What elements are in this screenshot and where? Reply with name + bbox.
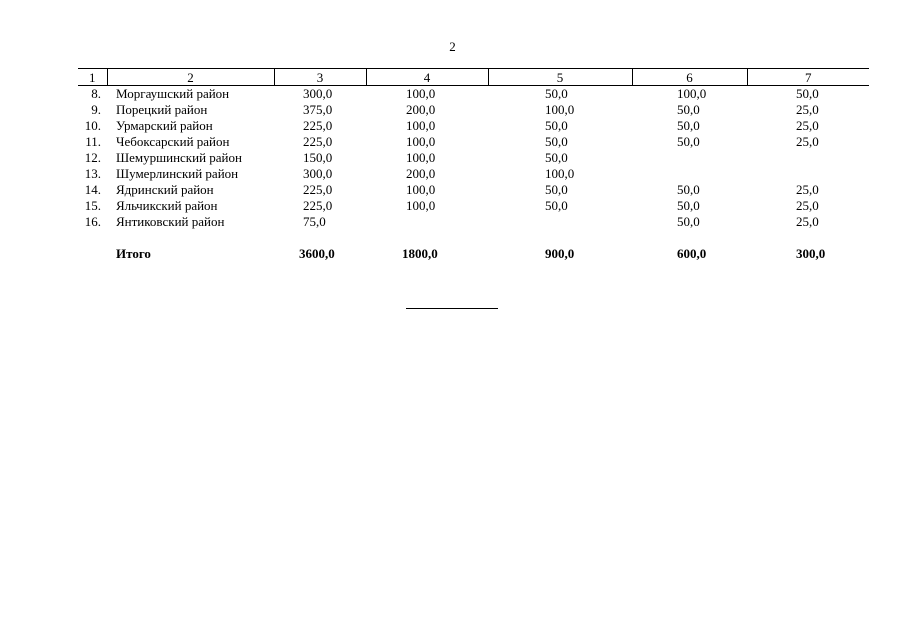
column-header-4: 4 (366, 69, 488, 86)
total-col-6: 600,0 (677, 246, 707, 261)
value-col-6 (632, 166, 747, 182)
value-col-4: 100,0 (406, 182, 436, 197)
value-col-5: 50,0 (545, 182, 568, 197)
column-header-5: 5 (488, 69, 632, 86)
total-row (78, 246, 869, 262)
row-number: 10. (84, 118, 101, 133)
table-row (78, 134, 869, 150)
value-col-3: 300,0 (303, 86, 333, 101)
table-row (78, 118, 869, 134)
value-col-5: 50,0 (545, 86, 568, 101)
value-col-7: 50,0 (796, 86, 819, 101)
total-label: Итого (116, 246, 151, 261)
value-col-7 (747, 166, 869, 182)
value-col-6: 50,0 (677, 214, 700, 229)
value-col-4: 100,0 (406, 198, 436, 213)
row-number: 13. (84, 166, 101, 181)
table-row (78, 166, 869, 182)
value-col-4: 100,0 (406, 118, 436, 133)
total-col-5: 900,0 (545, 246, 575, 261)
column-header-3: 3 (274, 69, 366, 86)
value-col-7: 25,0 (796, 182, 819, 197)
value-col-3: 225,0 (303, 118, 333, 133)
total-col-3: 3600,0 (299, 246, 335, 261)
value-col-5: 100,0 (545, 102, 575, 117)
table-row (78, 86, 869, 103)
value-col-7 (747, 150, 869, 166)
column-number-row (78, 69, 869, 86)
value-col-5: 50,0 (545, 198, 568, 213)
district-name: Ядринский район (116, 182, 214, 197)
row-number: 15. (84, 198, 101, 213)
value-col-6: 50,0 (677, 102, 700, 117)
value-col-4: 100,0 (406, 134, 436, 149)
value-col-4: 200,0 (406, 102, 436, 117)
value-col-3: 75,0 (303, 214, 326, 229)
total-col-4: 1800,0 (402, 246, 438, 261)
closing-divider (406, 308, 498, 309)
value-col-5: 50,0 (545, 134, 568, 149)
district-name: Янтиковский район (116, 214, 225, 229)
value-col-7: 25,0 (796, 214, 819, 229)
value-col-6: 50,0 (677, 134, 700, 149)
value-col-3: 225,0 (303, 134, 333, 149)
value-col-6: 50,0 (677, 182, 700, 197)
value-col-4: 200,0 (406, 166, 436, 181)
value-col-6: 50,0 (677, 118, 700, 133)
value-col-3: 300,0 (303, 166, 333, 181)
table-row (78, 198, 869, 214)
district-name: Моргаушский район (116, 86, 230, 101)
column-header-2: 2 (107, 69, 274, 86)
table-row (78, 150, 869, 166)
value-col-6: 50,0 (677, 198, 700, 213)
page-number: 2 (449, 39, 456, 54)
value-col-4: 100,0 (406, 150, 436, 165)
value-col-3: 375,0 (303, 102, 333, 117)
table-row (78, 214, 869, 230)
total-empty-cell (78, 246, 107, 262)
district-name: Порецкий район (116, 102, 208, 117)
total-col-7: 300,0 (796, 246, 826, 261)
district-name: Шумерлинский район (116, 166, 239, 181)
value-col-5: 100,0 (545, 166, 575, 181)
district-name: Шемуршинский район (116, 150, 242, 165)
column-header-1: 1 (78, 69, 107, 86)
district-name: Урмарский район (116, 118, 213, 133)
district-allocation-table (78, 68, 869, 262)
value-col-6: 100,0 (677, 86, 707, 101)
value-col-6 (632, 150, 747, 166)
district-name: Чебоксарский район (116, 134, 230, 149)
value-col-5 (488, 214, 632, 230)
row-number: 11. (85, 134, 101, 149)
row-number: 16. (84, 214, 101, 229)
value-col-4 (366, 214, 488, 230)
value-col-7: 25,0 (796, 198, 819, 213)
spacer-row (78, 230, 869, 246)
value-col-7: 25,0 (796, 102, 819, 117)
value-col-5: 50,0 (545, 118, 568, 133)
value-col-7: 25,0 (796, 118, 819, 133)
district-name: Яльчикский район (116, 198, 218, 213)
value-col-3: 225,0 (303, 182, 333, 197)
value-col-3: 150,0 (303, 150, 333, 165)
spacer-cell (78, 230, 869, 246)
row-number: 9. (91, 102, 101, 117)
row-number: 8. (91, 86, 101, 101)
column-header-6: 6 (632, 69, 747, 86)
table-row (78, 182, 869, 198)
value-col-5: 50,0 (545, 150, 568, 165)
value-col-7: 25,0 (796, 134, 819, 149)
value-col-4: 100,0 (406, 86, 436, 101)
row-number: 12. (84, 150, 101, 165)
table-row (78, 102, 869, 118)
column-header-7: 7 (747, 69, 869, 86)
value-col-3: 225,0 (303, 198, 333, 213)
row-number: 14. (84, 182, 101, 197)
